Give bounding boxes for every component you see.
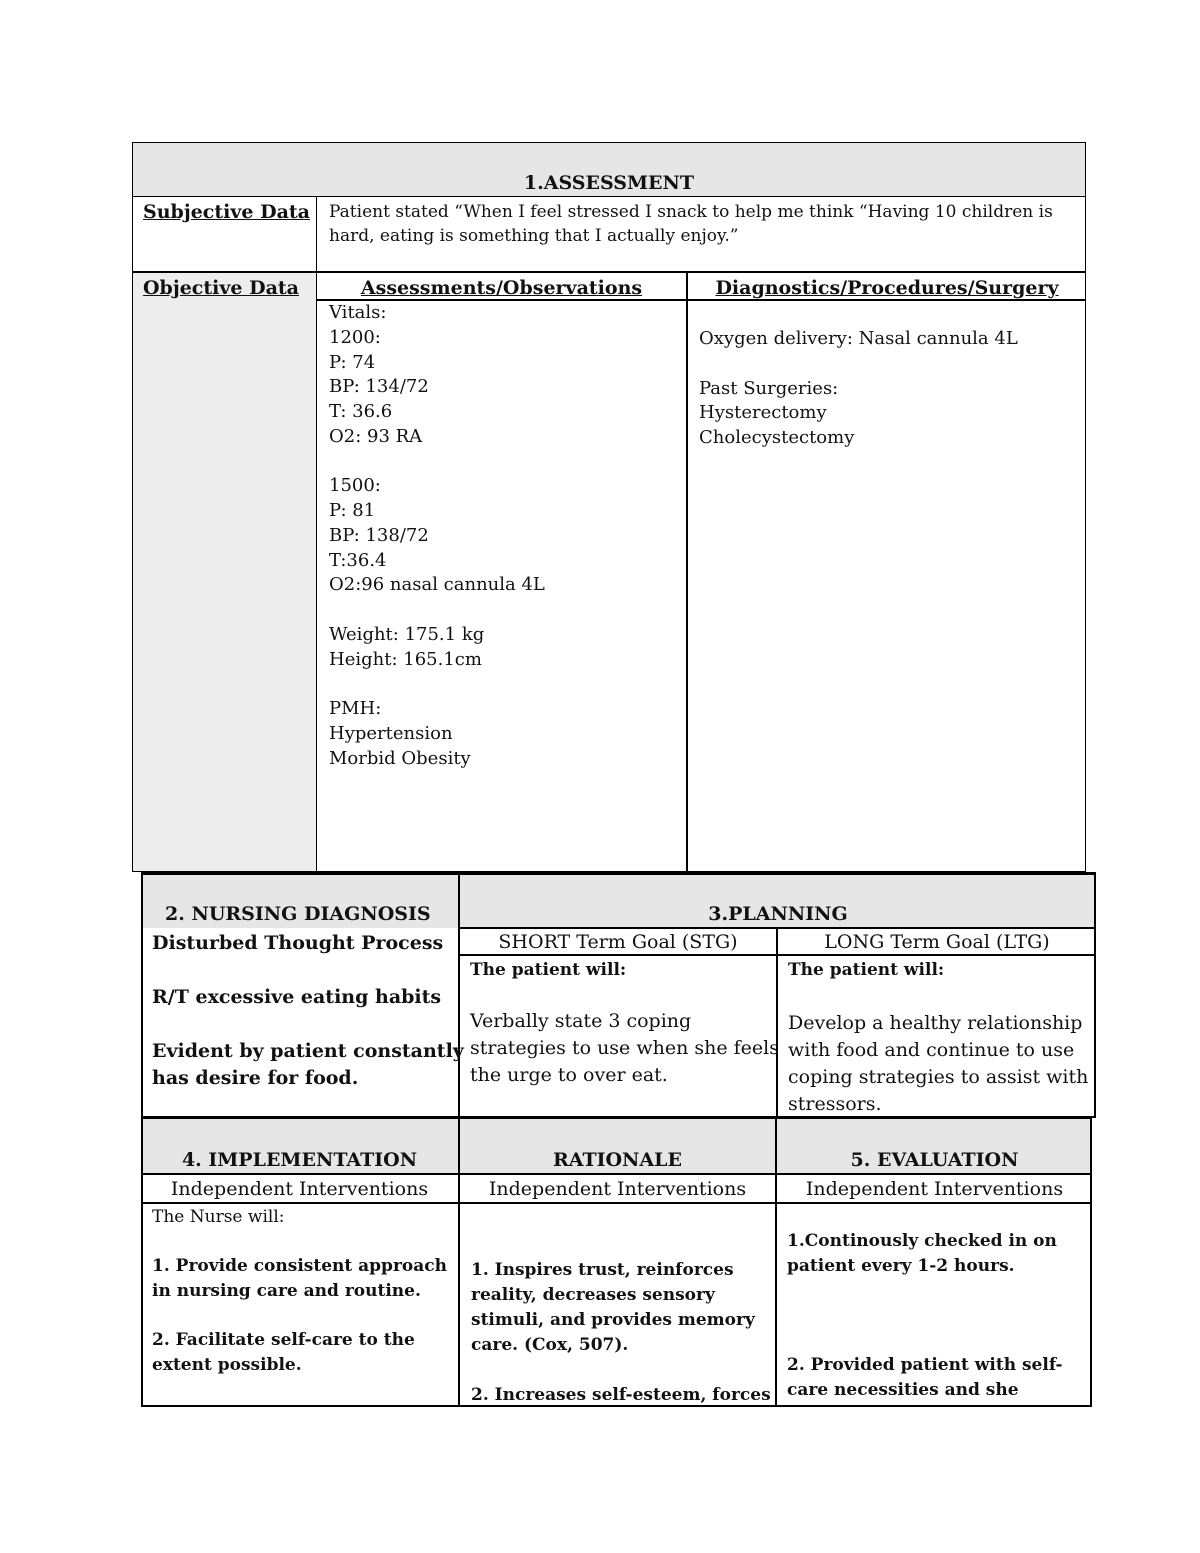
evaluation-title: 5. EVALUATION	[850, 1149, 1019, 1171]
assessment-divider	[686, 271, 688, 872]
evaluation-subheader: Independent Interventions	[805, 1178, 1064, 1200]
objective-data-label: Objective Data	[143, 277, 299, 299]
rationale-title: RATIONALE	[552, 1149, 683, 1171]
planning-title: 3.PLANNING	[708, 903, 848, 925]
nursing-diagnosis-text: Disturbed Thought Process R/T excessive eating habits Evident by patient constantly has desire for food.	[152, 932, 464, 1089]
assessment-title: 1.ASSESSMENT	[523, 172, 695, 194]
subjective-data-label: Subjective Data	[143, 201, 310, 223]
rationale-item-2: 2. Increases self-esteem, forces	[471, 1385, 771, 1405]
implementation-lead: The Nurse will:	[152, 1207, 285, 1227]
evaluation-item-1: 1.Continously checked in on patient every 1-2 hours.	[787, 1231, 1057, 1276]
diagnostics-header: Diagnostics/Procedures/Surgery	[715, 277, 1059, 299]
assessment-divider	[132, 271, 1086, 273]
rationale-item-1: 1. Inspires trust, reinforces reality, decreases sensory stimuli, and provides memory care. (Cox, 507).	[471, 1260, 755, 1355]
ltg-lead: The patient will:	[788, 960, 945, 980]
stg-lead: The patient will:	[470, 960, 627, 980]
assessment-table-border	[132, 142, 1086, 872]
observations-header: Assessments/Observations	[360, 277, 643, 299]
evaluation-item-2: 2. Provided patient with self- care necessities and she	[787, 1355, 1063, 1400]
implementation-divider	[141, 1173, 1092, 1175]
ltg-text: Develop a healthy relationship with food and continue to use coping strategies to assist with stressors.	[788, 1012, 1089, 1115]
subjective-data-text: Patient stated “When I feel stressed I snack to help me think “Having 10 children is hard, eating is something that I actually enjoy.”	[329, 202, 1053, 246]
implementation-item-1: 1. Provide consistent approach in nursing care and routine.	[152, 1256, 447, 1301]
nursing-diagnosis-title: 2. NURSING DIAGNOSIS	[165, 903, 431, 925]
implementation-divider	[141, 1202, 1092, 1204]
implementation-title: 4. IMPLEMENTATION	[181, 1149, 418, 1171]
stg-header: SHORT Term Goal (STG)	[498, 931, 738, 953]
ltg-header: LONG Term Goal (LTG)	[824, 931, 1050, 953]
rationale-subheader: Independent Interventions	[488, 1178, 747, 1200]
implementation-subheader: Independent Interventions	[170, 1178, 429, 1200]
implementation-item-2: 2. Facilitate self-care to the extent possible.	[152, 1330, 415, 1375]
observations-text: Vitals: 1200: P: 74 BP: 134/72 T: 36.6 O2: 93 RA 1500: P: 81 BP: 138/72 T:36.4 O2:96 nasal cannula 4L Weight: 175.1 kg Height: 165.1cm PMH: Hypertension Morbid Obesity	[329, 302, 545, 769]
stg-text: Verbally state 3 coping strategies to use when she feels the urge to over eat.	[470, 1010, 779, 1086]
assessment-divider	[132, 196, 1086, 197]
diagnostics-text: Oxygen delivery: Nasal cannula 4L Past Surgeries: Hysterectomy Cholecystectomy	[699, 328, 1018, 448]
